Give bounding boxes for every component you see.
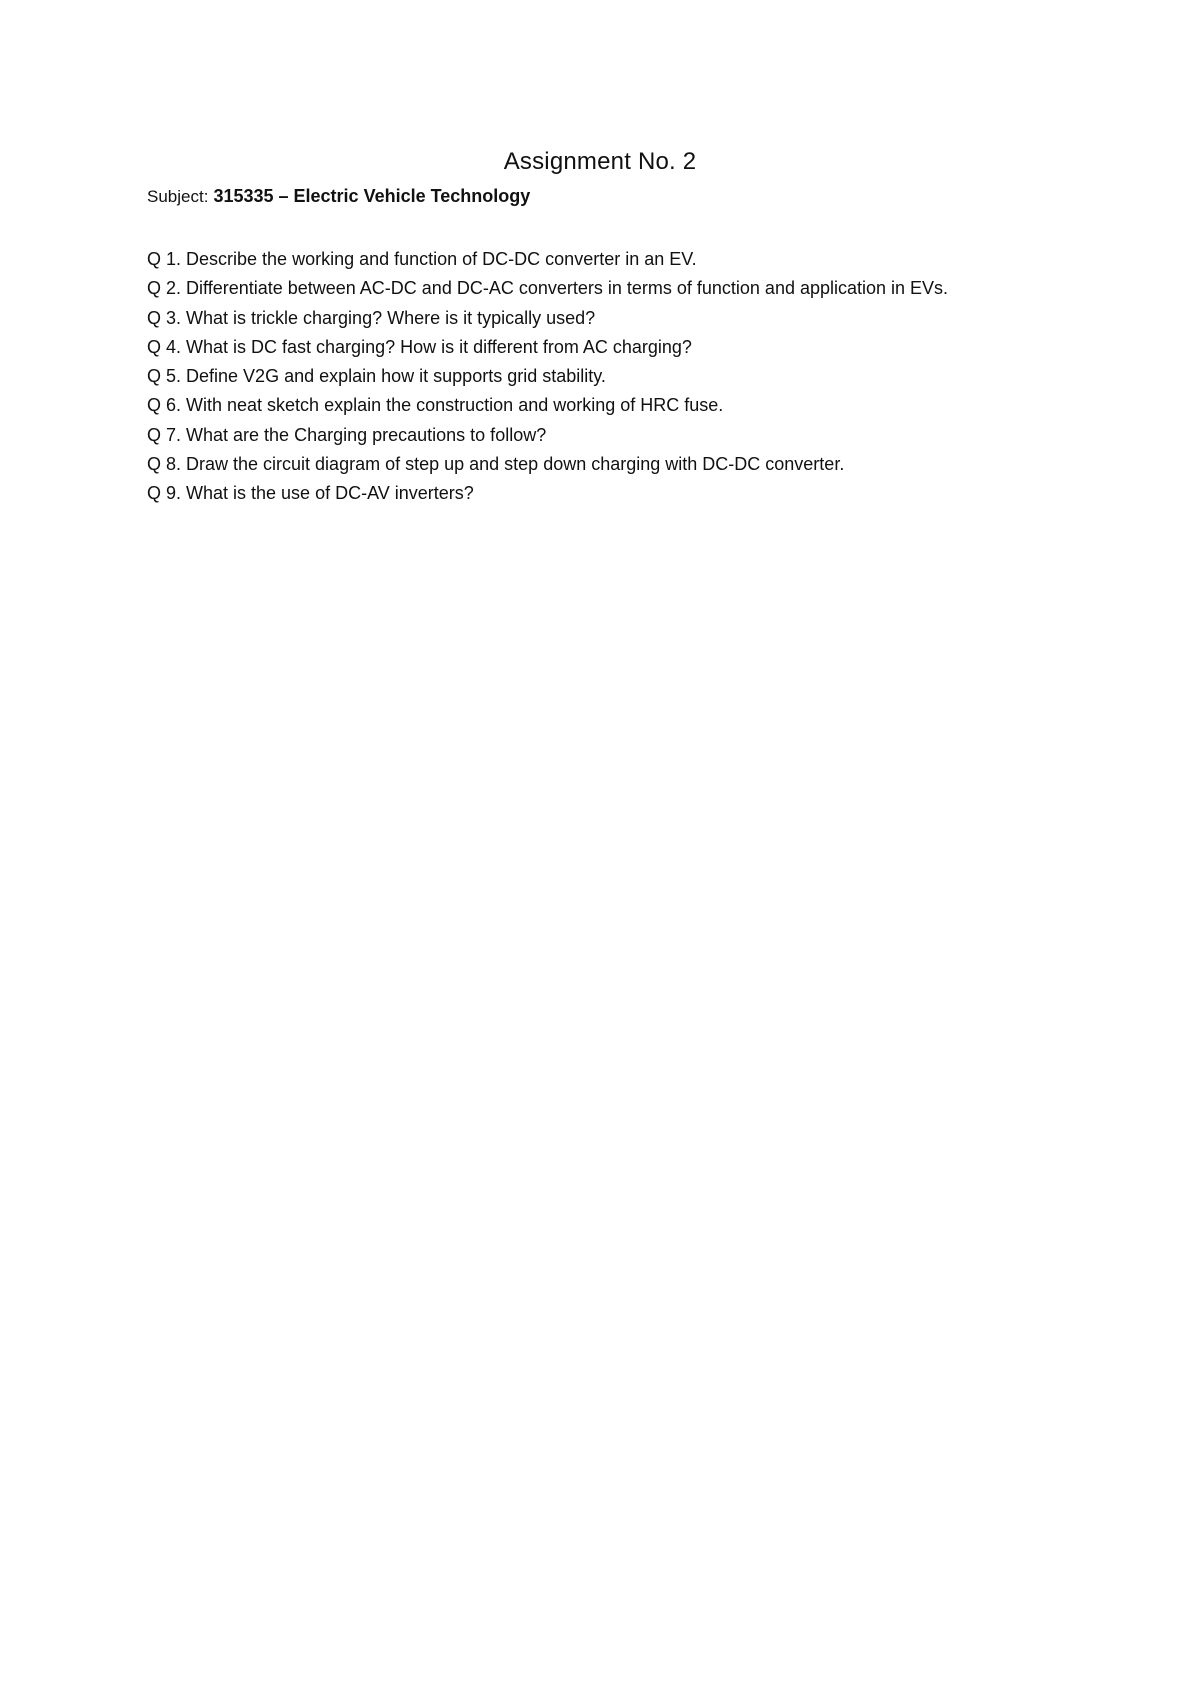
question-item: Q 9. What is the use of DC-AV inverters?	[147, 483, 474, 504]
question-item: Q 7. What are the Charging precautions to follow?	[147, 424, 547, 445]
page-title: Assignment No. 2	[503, 148, 697, 175]
question-item: Q 5. Define V2G and explain how it supports grid stability.	[147, 366, 606, 387]
question-list	[147, 245, 1147, 509]
subject-line	[147, 186, 530, 207]
question-item: Q 4. What is DC fast charging? How is it different from AC charging?	[147, 336, 692, 357]
question-item: Q 2. Differentiate between AC-DC and DC-AC converters in terms of function and application in EVs.	[147, 278, 949, 299]
question-item: Q 1. Describe the working and function of DC-DC converter in an EV.	[147, 249, 697, 269]
question-item: Q 8. Draw the circuit diagram of step up and step down charging with DC-DC converter.	[147, 454, 845, 475]
question-item: Q 6. With neat sketch explain the construction and working of HRC fuse.	[147, 395, 724, 416]
subject-value: 315335 – Electric Vehicle Technology	[213, 186, 531, 206]
question-item: Q 3. What is trickle charging? Where is it typically used?	[147, 307, 596, 328]
subject-label: Subject:	[147, 187, 209, 206]
